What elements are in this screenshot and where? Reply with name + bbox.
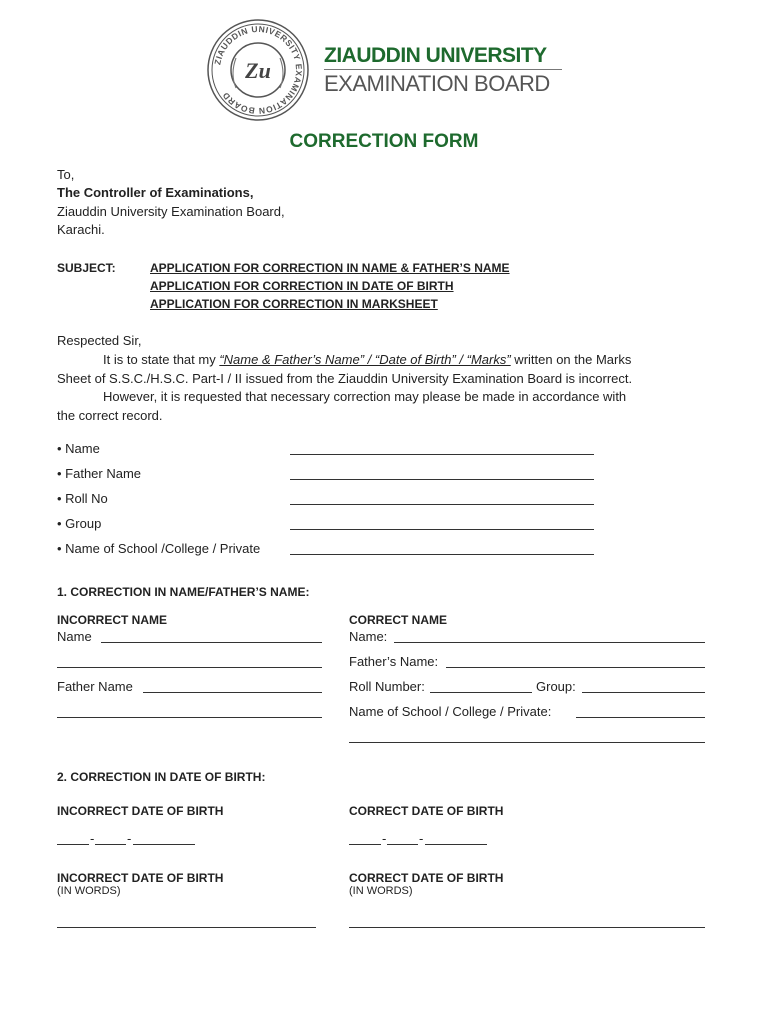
field-input-name[interactable]	[290, 454, 594, 455]
school-input[interactable]	[576, 717, 705, 718]
body-p1-line2: Sheet of S.S.C./H.S.C. Part-I / II issued from the Ziauddin University Examination Board is incorrect.	[57, 371, 633, 386]
correct-dob-words-input[interactable]	[349, 927, 705, 928]
correct-dob-in-words-note: (IN WORDS)	[349, 885, 413, 897]
body-p2-line1: However, it is requested that necessary correction may please be made in accordance with	[103, 389, 627, 404]
address-recipient: The Controller of Examinations,	[57, 185, 254, 200]
date-separator: -	[419, 831, 424, 846]
university-seal	[206, 18, 310, 122]
incorrect-dob-month[interactable]	[95, 844, 126, 845]
field-input-roll-no[interactable]	[290, 504, 594, 505]
date-separator: -	[90, 831, 95, 846]
body-paragraph-1	[103, 351, 631, 369]
group-input[interactable]	[582, 692, 705, 693]
correct-dob-year[interactable]	[425, 844, 487, 845]
correct-dob-heading: CORRECT DATE OF BIRTH	[349, 804, 504, 818]
correct-name-label: Name:	[349, 629, 388, 644]
correct-father-label: Father’s Name:	[349, 654, 439, 669]
address-institution: Ziauddin University Examination Board,	[57, 204, 285, 219]
incorrect-name-label: Name	[57, 629, 92, 644]
incorrect-dob-day[interactable]	[57, 844, 89, 845]
field-label-roll-no: • Roll No	[57, 491, 108, 506]
correct-dob-input[interactable]	[349, 830, 489, 846]
correct-dob-day[interactable]	[349, 844, 381, 845]
salutation: Respected Sir,	[57, 333, 142, 348]
incorrect-dob-words-heading: INCORRECT DATE OF BIRTH	[57, 871, 224, 885]
roll-number-input[interactable]	[430, 692, 532, 693]
incorrect-father-input[interactable]	[143, 692, 322, 693]
subject-line-1: APPLICATION FOR CORRECTION IN NAME & FATHER’S NAME	[150, 261, 510, 275]
incorrect-dob-year[interactable]	[133, 844, 195, 845]
roll-number-label: Roll Number:	[349, 679, 425, 694]
subject-line-2: APPLICATION FOR CORRECTION IN DATE OF BIRTH	[150, 279, 454, 293]
correct-dob-month[interactable]	[387, 844, 418, 845]
field-label-father-name: • Father Name	[57, 466, 142, 481]
body-p1-suffix: written on the Marks	[510, 352, 632, 367]
incorrect-name-heading: INCORRECT NAME	[57, 613, 167, 627]
divider-line	[324, 69, 562, 70]
address-city: Karachi.	[57, 222, 105, 237]
correct-name-input[interactable]	[394, 642, 705, 643]
address-to: To,	[57, 167, 75, 182]
incorrect-dob-heading: INCORRECT DATE OF BIRTH	[57, 804, 224, 818]
group-label: Group:	[536, 679, 576, 694]
body-p1-italic: “Name & Father’s Name” / “Date of Birth” / “Marks”	[219, 352, 511, 367]
form-title: CORRECTION FORM	[289, 131, 479, 152]
section2-title: 2. CORRECTION IN DATE OF BIRTH:	[57, 770, 266, 784]
school-input-2[interactable]	[349, 742, 705, 743]
incorrect-name-input-2[interactable]	[57, 667, 322, 668]
field-label-school: • Name of School /College / Private	[57, 541, 261, 556]
subject-label: SUBJECT:	[57, 261, 116, 275]
correct-name-heading: CORRECT NAME	[349, 613, 447, 627]
field-input-group[interactable]	[290, 529, 594, 530]
org-wordmark	[324, 44, 562, 97]
incorrect-father-label: Father Name	[57, 679, 133, 694]
incorrect-name-input[interactable]	[101, 642, 322, 643]
date-separator: -	[127, 831, 132, 846]
section1-title: 1. CORRECTION IN NAME/FATHER’S NAME:	[57, 585, 310, 599]
school-label: Name of School / College / Private:	[349, 704, 552, 719]
body-p2-line2: the correct record.	[57, 408, 163, 423]
correct-dob-words-heading: CORRECT DATE OF BIRTH	[349, 871, 504, 885]
incorrect-dob-in-words-note: (IN WORDS)	[57, 885, 121, 897]
seal-monogram: Zu	[245, 58, 271, 83]
field-input-father-name[interactable]	[290, 479, 594, 480]
field-label-name: • Name	[57, 441, 100, 456]
field-label-group: • Group	[57, 516, 102, 531]
board-name: EXAMINATION BOARD	[324, 71, 550, 96]
date-separator: -	[382, 831, 387, 846]
incorrect-father-input-2[interactable]	[57, 717, 322, 718]
seal-ring-text: ZIAUDDIN UNIVERSITY EXAMINATION BOARD	[212, 23, 305, 117]
body-p1-prefix: It is to state that my	[103, 352, 220, 367]
correct-father-input[interactable]	[446, 667, 705, 668]
incorrect-dob-input[interactable]	[57, 830, 197, 846]
field-input-school[interactable]	[290, 554, 594, 555]
incorrect-dob-words-input[interactable]	[57, 927, 316, 928]
subject-line-3: APPLICATION FOR CORRECTION IN MARKSHEET	[150, 297, 438, 311]
org-name: ZIAUDDIN UNIVERSITY	[324, 44, 547, 67]
